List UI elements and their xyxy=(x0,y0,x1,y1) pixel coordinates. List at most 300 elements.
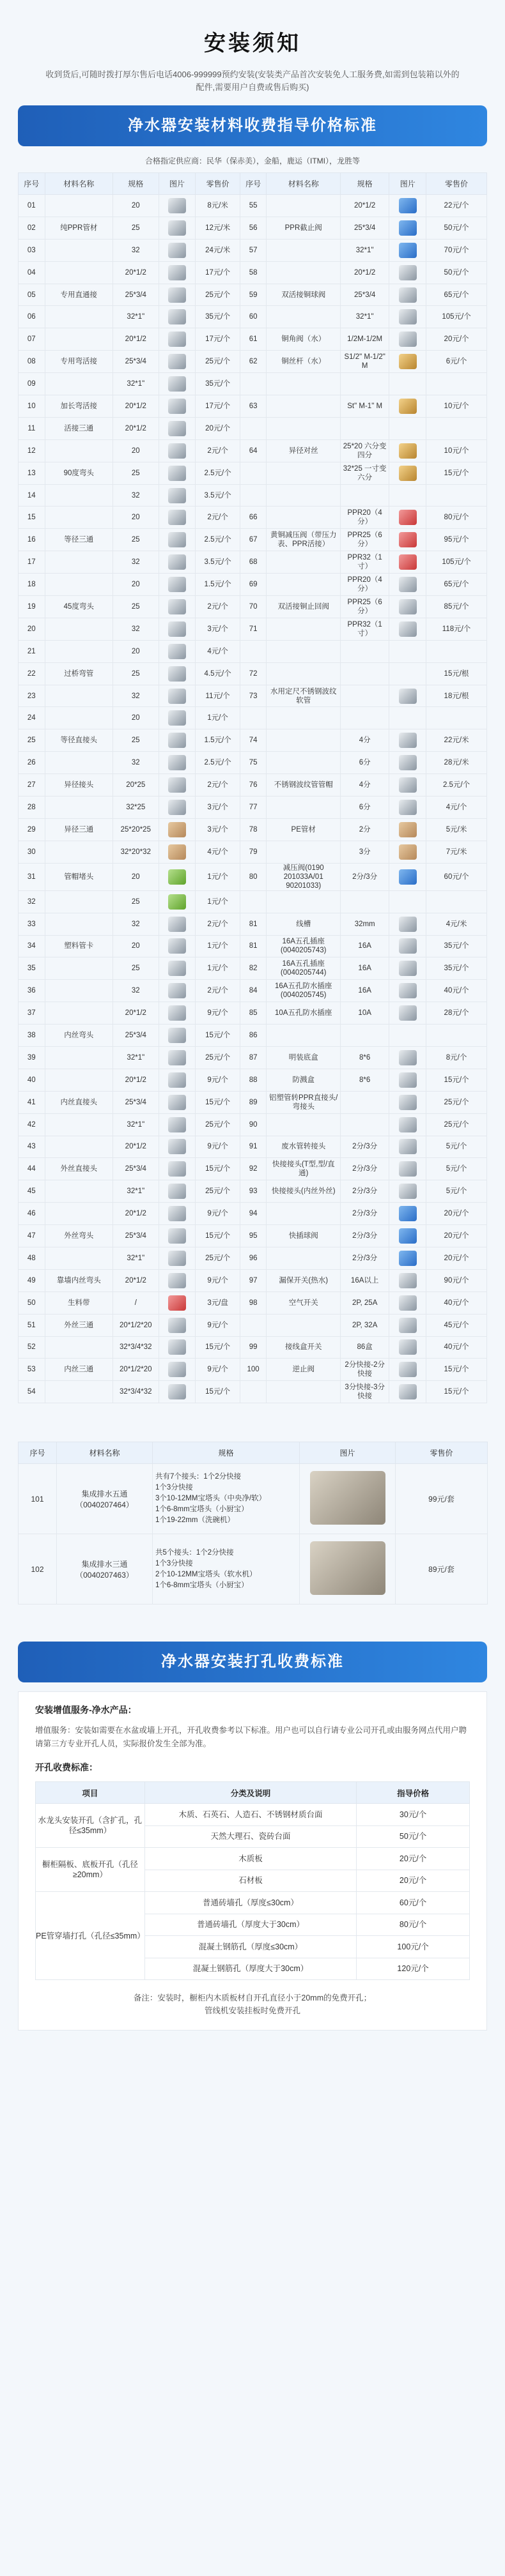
material-spec: 20*1/2 xyxy=(113,1269,159,1292)
material-spec: 2分/3分 xyxy=(341,1247,389,1269)
row-number: 47 xyxy=(19,1225,45,1247)
material-price: 105元/个 xyxy=(426,551,487,574)
product-image-cell xyxy=(389,1091,426,1113)
product-image-cell xyxy=(159,729,196,752)
row-number: 102 xyxy=(19,1534,57,1604)
material-price: 80元/个 xyxy=(426,507,487,529)
material-name: PE管材 xyxy=(267,818,341,841)
material-name xyxy=(267,239,341,261)
material-name: 加长弯活接 xyxy=(45,395,113,418)
material-name: 异径三通 xyxy=(45,818,113,841)
row-number: 81 xyxy=(240,935,267,957)
product-thumb-icon xyxy=(399,577,417,592)
material-name: 双活接铜球阀 xyxy=(267,284,341,306)
material-spec: 32*3/4*32 xyxy=(113,1381,159,1403)
product-image-cell xyxy=(159,596,196,618)
product-image-cell xyxy=(389,662,426,685)
material-spec: 1/2M-1/2M xyxy=(341,328,389,351)
row-number: 80 xyxy=(240,863,267,890)
material-name xyxy=(267,1247,341,1269)
material-name xyxy=(267,395,341,418)
product-thumb-icon xyxy=(168,599,186,614)
material-price: 85元/个 xyxy=(426,596,487,618)
material-spec: 2P, 32A xyxy=(341,1314,389,1336)
row-number: 05 xyxy=(19,284,45,306)
material-price: 20元/个 xyxy=(426,328,487,351)
product-thumb-icon xyxy=(399,689,417,704)
row-number xyxy=(240,417,267,439)
product-image-cell xyxy=(159,818,196,841)
product-image-cell xyxy=(389,373,426,395)
material-price: 3.5元/个 xyxy=(196,484,240,507)
material-name xyxy=(45,1180,113,1203)
product-image-cell xyxy=(159,1136,196,1158)
row-number: 63 xyxy=(240,395,267,418)
product-image-cell xyxy=(389,913,426,935)
material-name xyxy=(267,890,341,913)
material-name xyxy=(45,328,113,351)
material-spec: 32*20*32 xyxy=(113,841,159,863)
material-spec xyxy=(341,890,389,913)
material-spec xyxy=(341,373,389,395)
material-spec: PPR20（4分） xyxy=(341,507,389,529)
product-thumb-icon xyxy=(168,532,186,547)
product-image-cell xyxy=(159,1247,196,1269)
product-thumb-icon xyxy=(399,399,417,414)
material-name: 45度弯头 xyxy=(45,596,113,618)
material-spec: 16A xyxy=(341,957,389,980)
row-number: 64 xyxy=(240,439,267,462)
table-row xyxy=(19,484,487,507)
material-name xyxy=(267,662,341,685)
product-image-cell xyxy=(389,796,426,819)
material-spec: 32 xyxy=(113,239,159,261)
table-row xyxy=(19,306,487,328)
kit-spec: 共有7个接头：1个2分快接 1个3分快接 3个10-12MM宝塔头（中央净/软） 1个6-8mm宝塔头（小厨宝） 1个19-22mm（洗碗机） xyxy=(153,1464,300,1534)
product-image-cell xyxy=(389,529,426,551)
material-spec: 25 xyxy=(113,462,159,484)
material-price: 25元/个 xyxy=(196,1247,240,1269)
material-price: 20元/个 xyxy=(196,417,240,439)
material-price: 6元/个 xyxy=(426,351,487,373)
row-number: 25 xyxy=(19,729,45,752)
material-price: 17元/个 xyxy=(196,395,240,418)
material-price: 25元/个 xyxy=(196,1113,240,1136)
table-row xyxy=(19,841,487,863)
material-name xyxy=(45,306,113,328)
material-price: 3.5元/个 xyxy=(196,551,240,574)
product-thumb-icon xyxy=(399,243,417,258)
drill-desc: 混凝土钢筋孔（厚度≤30cm） xyxy=(144,1936,356,1958)
product-image-cell xyxy=(159,195,196,217)
kit-price: 89元/套 xyxy=(396,1534,488,1604)
product-thumb-icon xyxy=(399,265,417,280)
material-price: 20元/个 xyxy=(426,1247,487,1269)
table-row xyxy=(36,1848,470,1870)
material-price: 9元/个 xyxy=(196,1069,240,1091)
material-name: 铜丝杆（水） xyxy=(267,351,341,373)
row-number: 86 xyxy=(240,1025,267,1047)
material-price: 40元/个 xyxy=(426,1336,487,1359)
material-name: 快接接头(T型,型/直通) xyxy=(267,1158,341,1180)
material-name xyxy=(267,417,341,439)
row-number: 02 xyxy=(19,217,45,239)
product-thumb-icon xyxy=(399,466,417,481)
material-price: 28元/个 xyxy=(426,1002,487,1025)
material-name xyxy=(45,1381,113,1403)
material-name xyxy=(45,980,113,1002)
product-thumb-icon xyxy=(168,1117,186,1132)
material-price: 15元/个 xyxy=(196,1336,240,1359)
kit-image-cell xyxy=(300,1464,396,1534)
material-price: 3元/盘 xyxy=(196,1292,240,1314)
product-thumb-icon xyxy=(399,961,417,976)
material-price: 15元/个 xyxy=(196,1025,240,1047)
material-price: 25元/个 xyxy=(196,284,240,306)
column-header: 图片 xyxy=(159,173,196,195)
product-thumb-icon xyxy=(399,733,417,748)
product-thumb-icon xyxy=(168,1318,186,1333)
row-number: 01 xyxy=(19,195,45,217)
product-image-cell xyxy=(389,551,426,574)
table-row xyxy=(19,1046,487,1069)
row-number: 78 xyxy=(240,818,267,841)
material-name xyxy=(45,707,113,729)
material-name xyxy=(267,574,341,596)
product-image-cell xyxy=(389,239,426,261)
material-spec: 8*6 xyxy=(341,1046,389,1069)
material-name xyxy=(267,373,341,395)
product-image-cell xyxy=(159,551,196,574)
table-row xyxy=(19,729,487,752)
material-price: 1元/个 xyxy=(196,957,240,980)
row-number: 84 xyxy=(240,980,267,1002)
material-spec: 20*1/2 xyxy=(113,395,159,418)
table-row xyxy=(19,935,487,957)
material-spec: 20 xyxy=(113,863,159,890)
row-number: 54 xyxy=(19,1381,45,1403)
table-row xyxy=(19,1069,487,1091)
material-name: 内丝弯头 xyxy=(45,1025,113,1047)
material-name xyxy=(267,1203,341,1225)
product-thumb-icon xyxy=(168,577,186,592)
product-thumb-icon xyxy=(399,532,417,547)
product-thumb-icon xyxy=(168,554,186,570)
material-name xyxy=(45,1247,113,1269)
material-name xyxy=(267,752,341,774)
table-row xyxy=(19,507,487,529)
product-thumb-icon xyxy=(168,1206,186,1221)
material-spec: PPR32（1寸） xyxy=(341,618,389,640)
product-thumb-icon xyxy=(168,510,186,525)
product-thumb-icon xyxy=(168,733,186,748)
product-image-cell xyxy=(159,1314,196,1336)
material-name xyxy=(45,957,113,980)
product-image-cell xyxy=(159,913,196,935)
material-spec: 10A xyxy=(341,1002,389,1025)
material-spec: 32*1" xyxy=(113,306,159,328)
material-price: 15元/个 xyxy=(196,1225,240,1247)
material-spec: 16A以上 xyxy=(341,1269,389,1292)
table-row xyxy=(19,373,487,395)
drill-price: 50元/个 xyxy=(357,1825,470,1848)
drill-item: 橱柜隔板、底板开孔（孔径≥20mm） xyxy=(36,1848,145,1892)
product-image-cell xyxy=(389,417,426,439)
drill-desc: 天然大理石、瓷砖台面 xyxy=(144,1825,356,1848)
column-header: 项目 xyxy=(36,1782,145,1804)
row-number xyxy=(240,890,267,913)
row-number: 09 xyxy=(19,373,45,395)
row-number: 51 xyxy=(19,1314,45,1336)
product-image-cell xyxy=(159,484,196,507)
table-row xyxy=(19,1464,488,1534)
material-price xyxy=(426,1025,487,1047)
product-thumb-icon xyxy=(168,1161,186,1177)
table-row xyxy=(19,707,487,729)
material-name: 过桥弯管 xyxy=(45,662,113,685)
column-header: 材料名称 xyxy=(57,1442,153,1464)
row-number: 70 xyxy=(240,596,267,618)
material-price: 35元/个 xyxy=(426,957,487,980)
material-name xyxy=(45,796,113,819)
product-thumb-icon xyxy=(168,1251,186,1266)
product-image-cell xyxy=(159,890,196,913)
material-name xyxy=(267,796,341,819)
material-name xyxy=(267,841,341,863)
material-name: 塑料管卡 xyxy=(45,935,113,957)
row-number: 52 xyxy=(19,1336,45,1359)
table-row xyxy=(19,596,487,618)
table-row xyxy=(19,685,487,707)
material-spec: 32*1" xyxy=(113,1180,159,1203)
table-row xyxy=(19,439,487,462)
material-price: 2元/个 xyxy=(196,774,240,796)
material-price: 50元/个 xyxy=(426,217,487,239)
material-spec: 20*1/2 xyxy=(113,328,159,351)
row-number: 67 xyxy=(240,529,267,551)
product-image-cell xyxy=(159,774,196,796)
row-number: 23 xyxy=(19,685,45,707)
material-spec: 20*1/2 xyxy=(113,1002,159,1025)
product-thumb-icon xyxy=(168,376,186,392)
row-number: 56 xyxy=(240,217,267,239)
row-number: 57 xyxy=(240,239,267,261)
material-name xyxy=(45,752,113,774)
product-thumb-icon xyxy=(399,822,417,837)
row-number: 06 xyxy=(19,306,45,328)
table-row xyxy=(19,217,487,239)
row-number: 48 xyxy=(19,1247,45,1269)
material-spec: 25*3/4 xyxy=(113,1158,159,1180)
material-spec: 25 xyxy=(113,596,159,618)
product-image-cell xyxy=(159,796,196,819)
page-title: 安装须知 xyxy=(204,31,301,56)
material-spec: 32*3/4*32 xyxy=(113,1336,159,1359)
product-image-cell xyxy=(159,1269,196,1292)
material-name xyxy=(45,890,113,913)
product-thumb-icon xyxy=(168,1028,186,1043)
row-number: 87 xyxy=(240,1046,267,1069)
row-number: 41 xyxy=(19,1091,45,1113)
row-number: 04 xyxy=(19,261,45,284)
product-image-cell xyxy=(389,640,426,662)
row-number: 58 xyxy=(240,261,267,284)
product-thumb-icon xyxy=(399,1339,417,1355)
material-spec xyxy=(341,1091,389,1113)
material-name: 管帽堵头 xyxy=(45,863,113,890)
material-spec xyxy=(341,662,389,685)
material-price: 15元/根 xyxy=(426,662,487,685)
product-thumb-icon xyxy=(168,1095,186,1110)
material-name xyxy=(45,439,113,462)
material-spec: 16A xyxy=(341,980,389,1002)
product-image-cell xyxy=(159,1158,196,1180)
product-thumb-icon xyxy=(168,961,186,976)
row-number: 73 xyxy=(240,685,267,707)
material-name xyxy=(45,195,113,217)
row-number: 99 xyxy=(240,1336,267,1359)
material-name xyxy=(45,373,113,395)
product-thumb-icon xyxy=(399,1117,417,1132)
product-thumb-icon xyxy=(168,1362,186,1377)
material-name xyxy=(45,1113,113,1136)
row-number xyxy=(240,462,267,484)
material-name xyxy=(45,551,113,574)
product-thumb-icon xyxy=(399,1384,417,1399)
row-number: 59 xyxy=(240,284,267,306)
material-price: 2.5元/个 xyxy=(196,752,240,774)
product-image-cell xyxy=(389,1203,426,1225)
drilling-note: 备注：安装时，橱柜内木质板材自开孔直径小于20mm的免费开孔； 管线机安装挂板时免费开孔 xyxy=(133,1993,372,2016)
material-spec: 32*1" xyxy=(113,1247,159,1269)
material-name: 不锈钢波纹管管帽 xyxy=(267,774,341,796)
product-thumb-icon xyxy=(168,1339,186,1355)
material-name: 水用定尺不锈钢波纹软管 xyxy=(267,685,341,707)
product-image-cell xyxy=(389,1002,426,1025)
product-image-cell xyxy=(389,1225,426,1247)
material-name: 内丝直接头 xyxy=(45,1091,113,1113)
material-price: 3元/个 xyxy=(196,818,240,841)
product-thumb-icon xyxy=(168,1228,186,1244)
product-image-cell xyxy=(389,195,426,217)
material-price: 70元/个 xyxy=(426,239,487,261)
product-thumb-icon xyxy=(399,1005,417,1021)
product-image-cell xyxy=(159,957,196,980)
product-image-cell xyxy=(389,395,426,418)
material-price: 90元/个 xyxy=(426,1269,487,1292)
material-spec: PPR25（6分） xyxy=(341,596,389,618)
product-image-cell xyxy=(389,729,426,752)
material-name: 靠墙内丝弯头 xyxy=(45,1269,113,1292)
row-number: 62 xyxy=(240,351,267,373)
material-price: 4.5元/个 xyxy=(196,662,240,685)
material-price: 2元/个 xyxy=(196,596,240,618)
row-number: 44 xyxy=(19,1158,45,1180)
product-thumb-icon xyxy=(168,777,186,793)
product-thumb-icon xyxy=(399,443,417,459)
row-number: 20 xyxy=(19,618,45,640)
drill-desc: 混凝土钢筋孔（厚度大于30cm） xyxy=(144,1958,356,1980)
product-thumb-icon xyxy=(168,287,186,303)
drilling-banner: 净水器安装打孔收费标准 xyxy=(18,1642,487,1682)
material-spec: 25*3/4 xyxy=(113,284,159,306)
material-price: 35元/个 xyxy=(196,373,240,395)
material-price xyxy=(426,890,487,913)
product-image-cell xyxy=(159,863,196,890)
material-price: 10元/个 xyxy=(426,439,487,462)
product-thumb-icon xyxy=(168,869,186,885)
row-number: 21 xyxy=(19,640,45,662)
row-number: 30 xyxy=(19,841,45,863)
material-spec: 2分快接-2分快接 xyxy=(341,1359,389,1381)
column-header: 序号 xyxy=(19,173,45,195)
product-image-cell xyxy=(159,1336,196,1359)
table-row xyxy=(19,913,487,935)
product-image-cell xyxy=(159,618,196,640)
table-row xyxy=(19,1269,487,1292)
table-row xyxy=(19,1336,487,1359)
material-name: 活接三通 xyxy=(45,417,113,439)
material-spec: 4分 xyxy=(341,729,389,752)
product-thumb-icon xyxy=(168,198,186,213)
row-number: 96 xyxy=(240,1247,267,1269)
table-row xyxy=(19,1091,487,1113)
material-spec: PPR20（4分） xyxy=(341,574,389,596)
product-image-cell xyxy=(159,640,196,662)
row-number: 22 xyxy=(19,662,45,685)
material-name: 接线盒开关 xyxy=(267,1336,341,1359)
material-name: 减压阀(0190 201033A/01 90201033) xyxy=(267,863,341,890)
product-thumb-icon xyxy=(399,1295,417,1311)
product-thumb-icon xyxy=(399,1161,417,1177)
product-thumb-icon xyxy=(399,1251,417,1266)
kit-name: 集成排水五通（0040207464） xyxy=(57,1464,153,1534)
product-image-cell xyxy=(389,1046,426,1069)
table-row xyxy=(19,890,487,913)
product-image-cell xyxy=(389,841,426,863)
material-spec: 32*1" xyxy=(113,1046,159,1069)
materials-price-table xyxy=(18,172,487,1403)
drilling-heading: 安装增值服务-净水产品： xyxy=(35,1705,137,1716)
material-spec: 20*25 xyxy=(113,774,159,796)
product-thumb-icon xyxy=(399,755,417,770)
material-name xyxy=(267,484,341,507)
product-image-cell xyxy=(389,1381,426,1403)
product-image-cell xyxy=(389,685,426,707)
material-name xyxy=(267,261,341,284)
material-spec: 2分/3分 xyxy=(341,863,389,890)
product-image-cell xyxy=(159,1225,196,1247)
kit-image-cell xyxy=(300,1534,396,1604)
product-image-cell xyxy=(159,707,196,729)
row-number: 74 xyxy=(240,729,267,752)
material-price: 12元/米 xyxy=(196,217,240,239)
product-thumb-icon xyxy=(168,621,186,637)
row-number: 15 xyxy=(19,507,45,529)
product-thumb-icon xyxy=(168,755,186,770)
material-name: 逆止阀 xyxy=(267,1359,341,1381)
product-image-cell xyxy=(389,261,426,284)
product-image-cell xyxy=(159,841,196,863)
row-number xyxy=(240,640,267,662)
product-thumb-icon xyxy=(399,1273,417,1288)
material-price: 118元/个 xyxy=(426,618,487,640)
row-number: 85 xyxy=(240,1002,267,1025)
table-row xyxy=(19,618,487,640)
table-row xyxy=(19,529,487,551)
material-price: 24元/米 xyxy=(196,239,240,261)
product-image-cell xyxy=(159,1203,196,1225)
